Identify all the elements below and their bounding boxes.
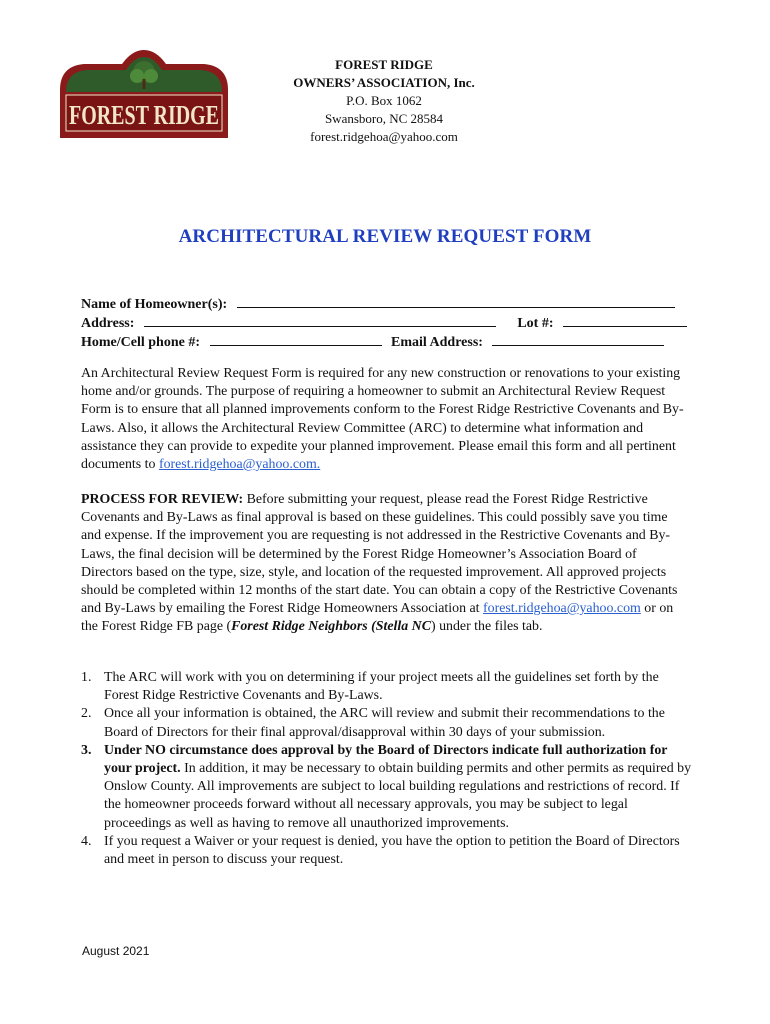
association-email: forest.ridgehoa@yahoo.com <box>310 129 458 144</box>
contact-row <box>81 331 687 350</box>
homeowner-row <box>81 293 687 312</box>
address-line[interactable] <box>144 312 496 327</box>
list-item-text: In addition, it may be necessary to obtain building permits and other permits as required by Onslow County. All improvements are subject to local building regulations and restrictions of record. If the homeowner proceeds forward without all necessary approvals, you may be subject to legal proceedings as well as having to remove all unauthorized improvements. <box>104 761 692 831</box>
lot-number-line[interactable] <box>563 312 687 327</box>
process-heading: PROCESS FOR REVIEW: <box>81 492 244 507</box>
phone-label: Home/Cell phone #: <box>81 335 200 350</box>
association-address-block <box>256 56 512 146</box>
list-item-text: The ARC will work with you on determining if your project meets all the guidelines set forth by the Forest Ridge Restrictive Covenants and By-Laws. <box>104 670 659 704</box>
homeowner-fields <box>81 293 687 350</box>
intro-email-link[interactable]: forest.ridgehoa@yahoo.com. <box>158 457 321 473</box>
form-title: ARCHITECTURAL REVIEW REQUEST FORM <box>178 226 592 247</box>
address-row <box>81 312 687 331</box>
process-text-2: or on the Forest Ridge FB page ( <box>81 601 674 635</box>
process-text-1: Before submitting your request, please read the Forest Ridge Restrictive Covenants and By-Laws as final approval is based on these guidelines. This could possibly save you time and expense. If the improvement you are requesting is not addressed in the Restrictive Covenants and By-Laws, the final decision will be determined by the Forest Ridge Homeowner’s Association Board of Directors based on the type, size, style, and location of the requested improvement. All approved projects should be completed within 12 months of the start date. You can obtain a copy of the Restrictive Covenants and By-Laws by emailing the Forest Ridge Homeowners Association at <box>81 492 678 617</box>
list-item-bold-text: Under NO circumstance does approval by the Board of Directors indicate full authorization for your project. <box>104 742 668 777</box>
fb-group-name: Forest Ridge Neighbors (Stella NC <box>231 619 431 635</box>
process-text-3: ) under the files tab. <box>430 619 543 635</box>
list-item <box>81 742 691 833</box>
list-item <box>81 833 691 869</box>
homeowner-name-line[interactable] <box>237 293 675 308</box>
process-email-link[interactable]: forest.ridgehoa@yahoo.com <box>483 601 641 617</box>
forest-ridge-logo <box>56 46 232 142</box>
phone-line[interactable] <box>210 331 382 346</box>
intro-text: An Architectural Review Request Form is required for any new construction or renovations to your existing home and/or grounds. The purpose of requiring a homeowner to submit an Architectural Review Request Form is to ensure that all planned improvements conform to the Forest Ridge Restrictive Covenants and By-Laws. Also, it allows the Architectural Review Committee (ARC) to determine what information and assistance they can provide to expedite your planned improvement. Please email this form and all pertinent documents to <box>81 366 684 473</box>
po-box: P.O. Box 1062 <box>346 93 422 108</box>
address-label: Address: <box>81 316 135 331</box>
list-item-text: If you request a Waiver or your request is denied, you have the option to petition the Board of Directors and meet in person to discuss your request. <box>104 833 680 868</box>
list-item-number: 2. <box>81 706 92 722</box>
intro-paragraph <box>81 365 691 474</box>
review-rules-list <box>81 669 691 869</box>
city-state-zip: Swansboro, NC 28584 <box>324 111 444 126</box>
email-label: Email Address: <box>391 335 483 350</box>
list-item-number: 1. <box>81 670 92 685</box>
homeowner-label: Name of Homeowner(s): <box>81 297 228 312</box>
list-item-number: 4. <box>81 833 92 849</box>
association-name-line2: OWNERS’ ASSOCIATION, Inc. <box>293 75 475 90</box>
list-item <box>81 705 691 741</box>
association-name-line1: FOREST RIDGE <box>335 57 433 72</box>
logo-text: FOREST RIDGE <box>69 100 219 130</box>
footer-date: August 2021 <box>82 944 150 958</box>
list-item-text: Once all your information is obtained, the ARC will review and submit their recommendations to the Board of Directors for their final approval/disapproval within 30 days of your submission. <box>104 706 665 740</box>
process-paragraph <box>81 491 691 637</box>
email-line[interactable] <box>492 331 664 346</box>
list-item-number: 3. <box>81 742 92 758</box>
list-item <box>81 669 691 705</box>
lot-group <box>517 312 687 333</box>
lot-label: Lot #: <box>517 316 554 331</box>
